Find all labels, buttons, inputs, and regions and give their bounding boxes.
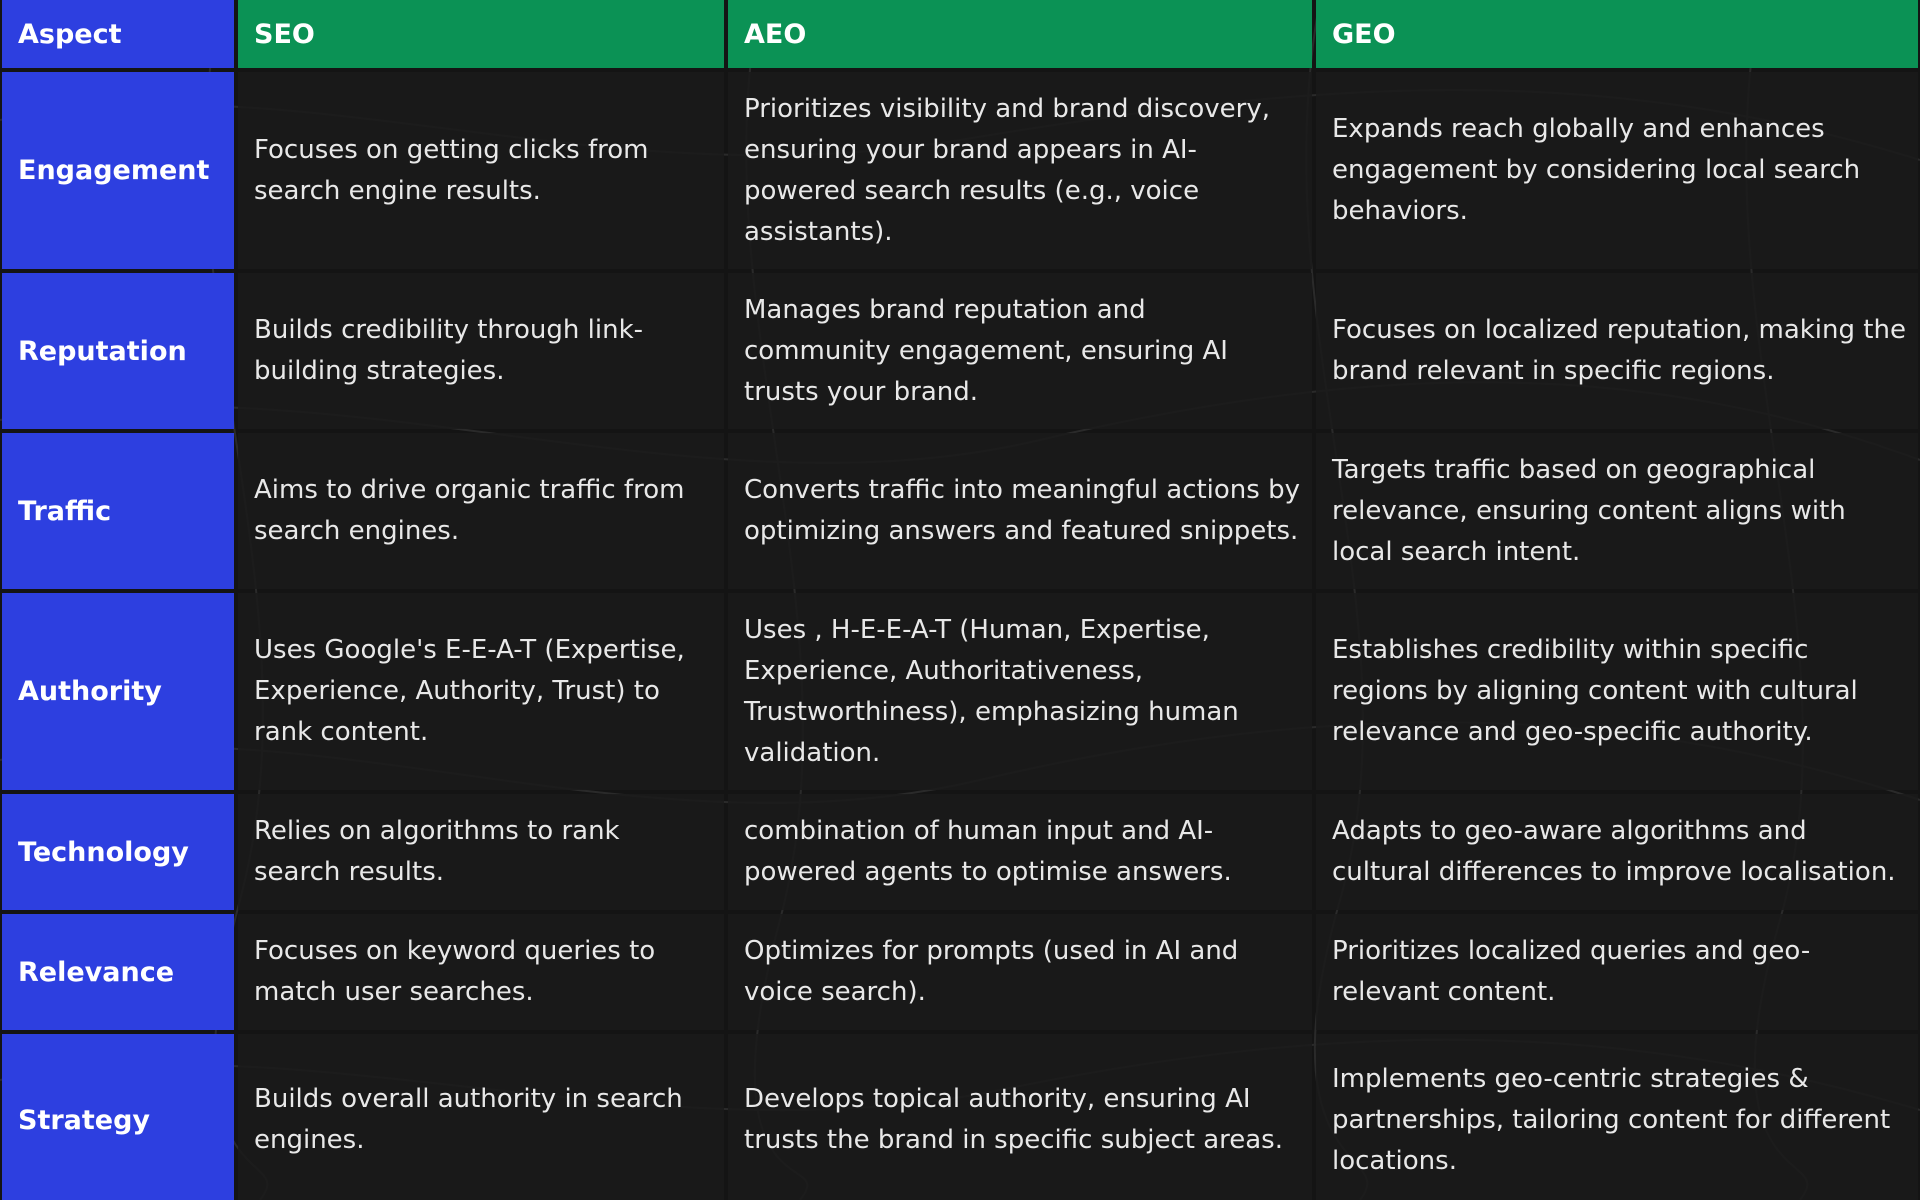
cell-seo: Uses Google's E-E-A-T (Expertise, Experience, Authority, Trust) to rank content. xyxy=(238,593,724,790)
cell-aeo: Develops topical authority, ensuring AI trusts the brand in specific subject areas. xyxy=(728,1034,1312,1200)
row-aspect-traffic: Traffic xyxy=(2,433,234,589)
cell-seo: Focuses on keyword queries to match user searches. xyxy=(238,914,724,1030)
header-aeo: AEO xyxy=(728,0,1312,68)
cell-aeo: Manages brand reputation and community engagement, ensuring AI trusts your brand. xyxy=(728,273,1312,429)
cell-aeo: Converts traffic into meaningful actions by optimizing answers and featured snippets. xyxy=(728,433,1312,589)
row-aspect-strategy: Strategy xyxy=(2,1034,234,1200)
table-row xyxy=(2,273,1918,429)
row-aspect-technology: Technology xyxy=(2,794,234,910)
cell-geo: Adapts to geo-aware algorithms and cultural differences to improve localisation. xyxy=(1316,794,1918,910)
cell-geo: Focuses on localized reputation, making the brand relevant in specific regions. xyxy=(1316,273,1918,429)
cell-seo: Builds credibility through link-building strategies. xyxy=(238,273,724,429)
cell-geo: Expands reach globally and enhances engagement by considering local search behaviors. xyxy=(1316,72,1918,269)
table-row xyxy=(2,914,1918,1030)
cell-seo: Aims to drive organic traffic from search engines. xyxy=(238,433,724,589)
table-row xyxy=(2,433,1918,589)
table-row xyxy=(2,1034,1918,1200)
table-row xyxy=(2,593,1918,790)
cell-geo: Prioritizes localized queries and geo-relevant content. xyxy=(1316,914,1918,1030)
table-row xyxy=(2,794,1918,910)
header-seo: SEO xyxy=(238,0,724,68)
cell-seo: Relies on algorithms to rank search results. xyxy=(238,794,724,910)
cell-aeo: Uses , H-E-E-A-T (Human, Expertise, Experience, Authoritativeness, Trustworthiness), emphasizing human validation. xyxy=(728,593,1312,790)
cell-geo: Implements geo-centric strategies & partnerships, tailoring content for different locations. xyxy=(1316,1034,1918,1200)
cell-aeo: Optimizes for prompts (used in AI and voice search). xyxy=(728,914,1312,1030)
row-aspect-engagement: Engagement xyxy=(2,72,234,269)
row-aspect-relevance: Relevance xyxy=(2,914,234,1030)
cell-seo: Focuses on getting clicks from search engine results. xyxy=(238,72,724,269)
cell-aeo: combination of human input and AI-powered agents to optimise answers. xyxy=(728,794,1312,910)
cell-geo: Targets traffic based on geographical relevance, ensuring content aligns with local search intent. xyxy=(1316,433,1918,589)
row-aspect-authority: Authority xyxy=(2,593,234,790)
row-aspect-reputation: Reputation xyxy=(2,273,234,429)
header-aspect: Aspect xyxy=(2,0,234,68)
table-row xyxy=(2,72,1918,269)
cell-aeo: Prioritizes visibility and brand discovery, ensuring your brand appears in AI-powered search results (e.g., voice assistants). xyxy=(728,72,1312,269)
header-geo: GEO xyxy=(1316,0,1918,68)
header-row xyxy=(2,0,1918,68)
cell-geo: Establishes credibility within specific regions by aligning content with cultural relevance and geo-specific authority. xyxy=(1316,593,1918,790)
cell-seo: Builds overall authority in search engines. xyxy=(238,1034,724,1200)
